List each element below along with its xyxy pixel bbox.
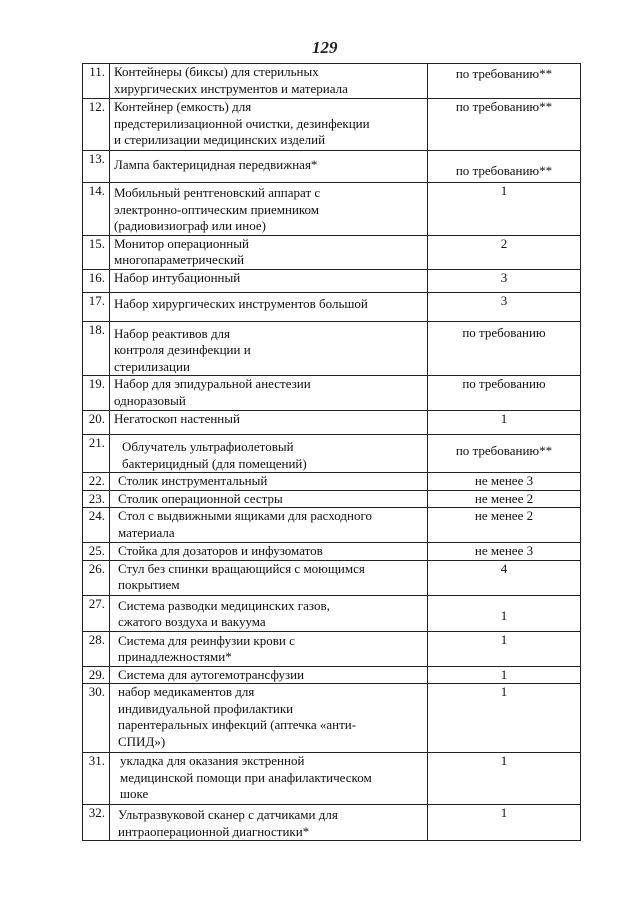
item-name: [110, 292, 428, 321]
item-quantity-value: 1: [500, 183, 508, 198]
item-name-line: Лампа бактерицидная передвижная*: [114, 157, 318, 172]
item-name-line: принадлежностями*: [118, 649, 232, 664]
item-quantity: [428, 435, 581, 473]
item-quantity-value: 3: [500, 292, 508, 308]
item-name-line: Ультразвуковой сканер с датчиками для: [118, 807, 338, 822]
row-number: 20.: [83, 411, 110, 435]
row-number: 13.: [83, 151, 110, 183]
table-row: [83, 435, 581, 473]
item-name-line: многопараметрический: [114, 252, 245, 267]
row-number: 28.: [83, 631, 110, 666]
table-row: [83, 666, 581, 684]
table-row: [83, 292, 581, 321]
table-row: [83, 753, 581, 805]
table-row: [83, 631, 581, 666]
item-name: [110, 151, 428, 183]
item-quantity-value: не менее 2: [474, 508, 534, 523]
table-row: [83, 543, 581, 561]
item-quantity-value: 1: [500, 684, 508, 699]
row-number: 25.: [83, 543, 110, 561]
item-quantity: [428, 543, 581, 561]
equipment-table-body: [83, 64, 581, 841]
item-name-line: медицинской помощи при анафилактическом: [120, 769, 372, 785]
item-quantity-value: по требованию**: [455, 66, 553, 81]
item-quantity: [428, 560, 581, 595]
row-number: 23.: [83, 490, 110, 508]
table-row: [83, 805, 581, 841]
item-name-line: контроля дезинфекции и: [114, 342, 251, 357]
row-number: 11.: [83, 64, 110, 99]
item-quantity-value: 2: [500, 235, 508, 251]
table-row: [83, 99, 581, 151]
item-name-line: стерилизации: [114, 358, 190, 374]
table-row: [83, 151, 581, 183]
item-quantity-value: по требованию**: [455, 99, 553, 114]
table-row: [83, 235, 581, 269]
item-quantity: [428, 753, 581, 805]
item-quantity-value: по требованию**: [455, 443, 553, 458]
item-name: [110, 321, 428, 376]
row-number: 15.: [83, 235, 110, 269]
table-row: [83, 508, 581, 543]
item-name-line: индивидуальной профилактики: [118, 700, 294, 716]
item-quantity-value: по требованию: [462, 376, 546, 391]
item-name-line: Стойка для дозаторов и инфузоматов: [118, 543, 323, 558]
table-row: [83, 183, 581, 236]
row-number: 16.: [83, 269, 110, 292]
item-name-line: Система разводки медицинских газов,: [118, 597, 330, 613]
item-name-line: бактерицидный (для помещений): [122, 455, 307, 471]
item-name-line: одноразовый: [114, 392, 186, 408]
item-name: [110, 235, 428, 269]
item-quantity: [428, 64, 581, 99]
item-quantity: [428, 805, 581, 841]
item-name-line: парентеральных инфекций (аптечка «анти-: [118, 717, 357, 732]
item-name: [110, 183, 428, 236]
item-quantity: [428, 508, 581, 543]
item-name-line: Негатоскоп настенный: [114, 411, 240, 426]
item-name-line: Система для реинфузии крови с: [118, 632, 295, 648]
item-quantity: [428, 269, 581, 292]
table-row: [83, 490, 581, 508]
item-name: [110, 684, 428, 753]
item-name-line: Стул без спинки вращающийся с моющимся: [118, 560, 365, 576]
item-name-line: набор медикаментов для: [118, 684, 255, 699]
item-name-line: СПИД»): [118, 733, 166, 749]
table-row: [83, 560, 581, 595]
table-row: [83, 269, 581, 292]
item-name-line: и стерилизации медицинских изделий: [114, 132, 326, 147]
item-name-line: электронно-оптическим приемником: [114, 201, 320, 217]
item-quantity: [428, 490, 581, 508]
item-name: [110, 99, 428, 151]
item-quantity-value: не менее 3: [474, 543, 534, 558]
item-quantity-value: 1: [500, 805, 508, 820]
row-number: 24.: [83, 508, 110, 543]
item-name-line: предстерилизационной очистки, дезинфекции: [114, 115, 370, 131]
item-quantity: [428, 473, 581, 491]
item-name: [110, 666, 428, 684]
item-name: [110, 560, 428, 595]
item-quantity: [428, 411, 581, 435]
item-name-line: Набор интубационный: [114, 269, 241, 285]
item-quantity: [428, 151, 581, 183]
item-name: [110, 595, 428, 631]
item-name: [110, 473, 428, 491]
item-quantity-value: не менее 3: [474, 473, 534, 488]
item-name-line: Система для аутогемотрансфузии: [118, 666, 305, 682]
item-name-line: интраоперационной диагностики*: [118, 823, 310, 839]
table-row: [83, 473, 581, 491]
row-number: 12.: [83, 99, 110, 151]
row-number: 19.: [83, 376, 110, 411]
item-name-line: покрытием: [118, 577, 180, 592]
row-number: 32.: [83, 805, 110, 841]
item-quantity: [428, 376, 581, 411]
item-name-line: Стол с выдвижными ящиками для расходного: [118, 508, 372, 523]
table-row: [83, 411, 581, 435]
item-name-line: Набор реактивов для: [114, 325, 231, 341]
item-name-line: (радиовизиограф или иное): [114, 218, 266, 233]
item-name: [110, 376, 428, 411]
item-quantity: [428, 595, 581, 631]
table-row: [83, 321, 581, 376]
item-name: [110, 631, 428, 666]
row-number: 27.: [83, 595, 110, 631]
item-name-line: Контейнер (емкость) для: [114, 99, 252, 114]
item-name-line: хирургических инструментов и материала: [114, 80, 348, 96]
item-quantity: [428, 183, 581, 236]
table-row: [83, 64, 581, 99]
item-quantity: [428, 321, 581, 376]
table-row: [83, 684, 581, 753]
item-quantity-value: не менее 2: [474, 490, 534, 506]
item-name-line: шоке: [120, 786, 149, 801]
item-quantity: [428, 684, 581, 753]
item-name: [110, 805, 428, 841]
item-quantity-value: по требованию: [462, 324, 546, 340]
equipment-table: [82, 63, 581, 841]
item-quantity-value: 1: [500, 607, 508, 623]
row-number: 29.: [83, 666, 110, 684]
item-quantity: [428, 292, 581, 321]
item-name-line: Монитор операционный: [114, 235, 249, 251]
item-name: [110, 753, 428, 805]
table-row: [83, 376, 581, 411]
item-name: [110, 411, 428, 435]
row-number: 17.: [83, 292, 110, 321]
item-quantity: [428, 99, 581, 151]
item-quantity-value: 3: [500, 269, 508, 285]
item-quantity-value: 1: [500, 666, 508, 682]
item-quantity: [428, 631, 581, 666]
item-quantity-value: по требованию**: [455, 163, 553, 178]
item-name: [110, 490, 428, 508]
row-number: 30.: [83, 684, 110, 753]
item-name-line: Облучатель ультрафиолетовый: [122, 439, 294, 454]
item-name: [110, 64, 428, 99]
row-number: 14.: [83, 183, 110, 236]
item-name-line: сжатого воздуха и вакуума: [118, 614, 266, 629]
item-name-line: Столик операционной сестры: [118, 490, 283, 506]
item-name-line: Набор хирургических инструментов большой: [114, 295, 368, 311]
item-name: [110, 435, 428, 473]
item-name-line: Контейнеры (биксы) для стерильных: [114, 64, 319, 79]
row-number: 22.: [83, 473, 110, 491]
row-number: 26.: [83, 560, 110, 595]
item-quantity-value: 1: [500, 411, 508, 426]
item-quantity: [428, 235, 581, 269]
item-quantity-value: 4: [500, 560, 508, 576]
item-name-line: Набор для эпидуральной анестезии: [114, 376, 311, 391]
item-quantity: [428, 666, 581, 684]
row-number: 21.: [83, 435, 110, 473]
item-quantity-value: 1: [500, 631, 508, 647]
item-name-line: Столик инструментальный: [118, 473, 268, 488]
item-name: [110, 543, 428, 561]
item-quantity-value: 1: [500, 753, 508, 768]
item-name-line: Мобильный рентгеновский аппарат с: [114, 185, 321, 200]
item-name: [110, 508, 428, 543]
item-name-line: материала: [118, 524, 175, 540]
table-row: [83, 595, 581, 631]
row-number: 31.: [83, 753, 110, 805]
item-name: [110, 269, 428, 292]
row-number: 18.: [83, 321, 110, 376]
page-number: 129: [312, 38, 338, 57]
item-name-line: укладка для оказания экстренной: [120, 753, 305, 768]
